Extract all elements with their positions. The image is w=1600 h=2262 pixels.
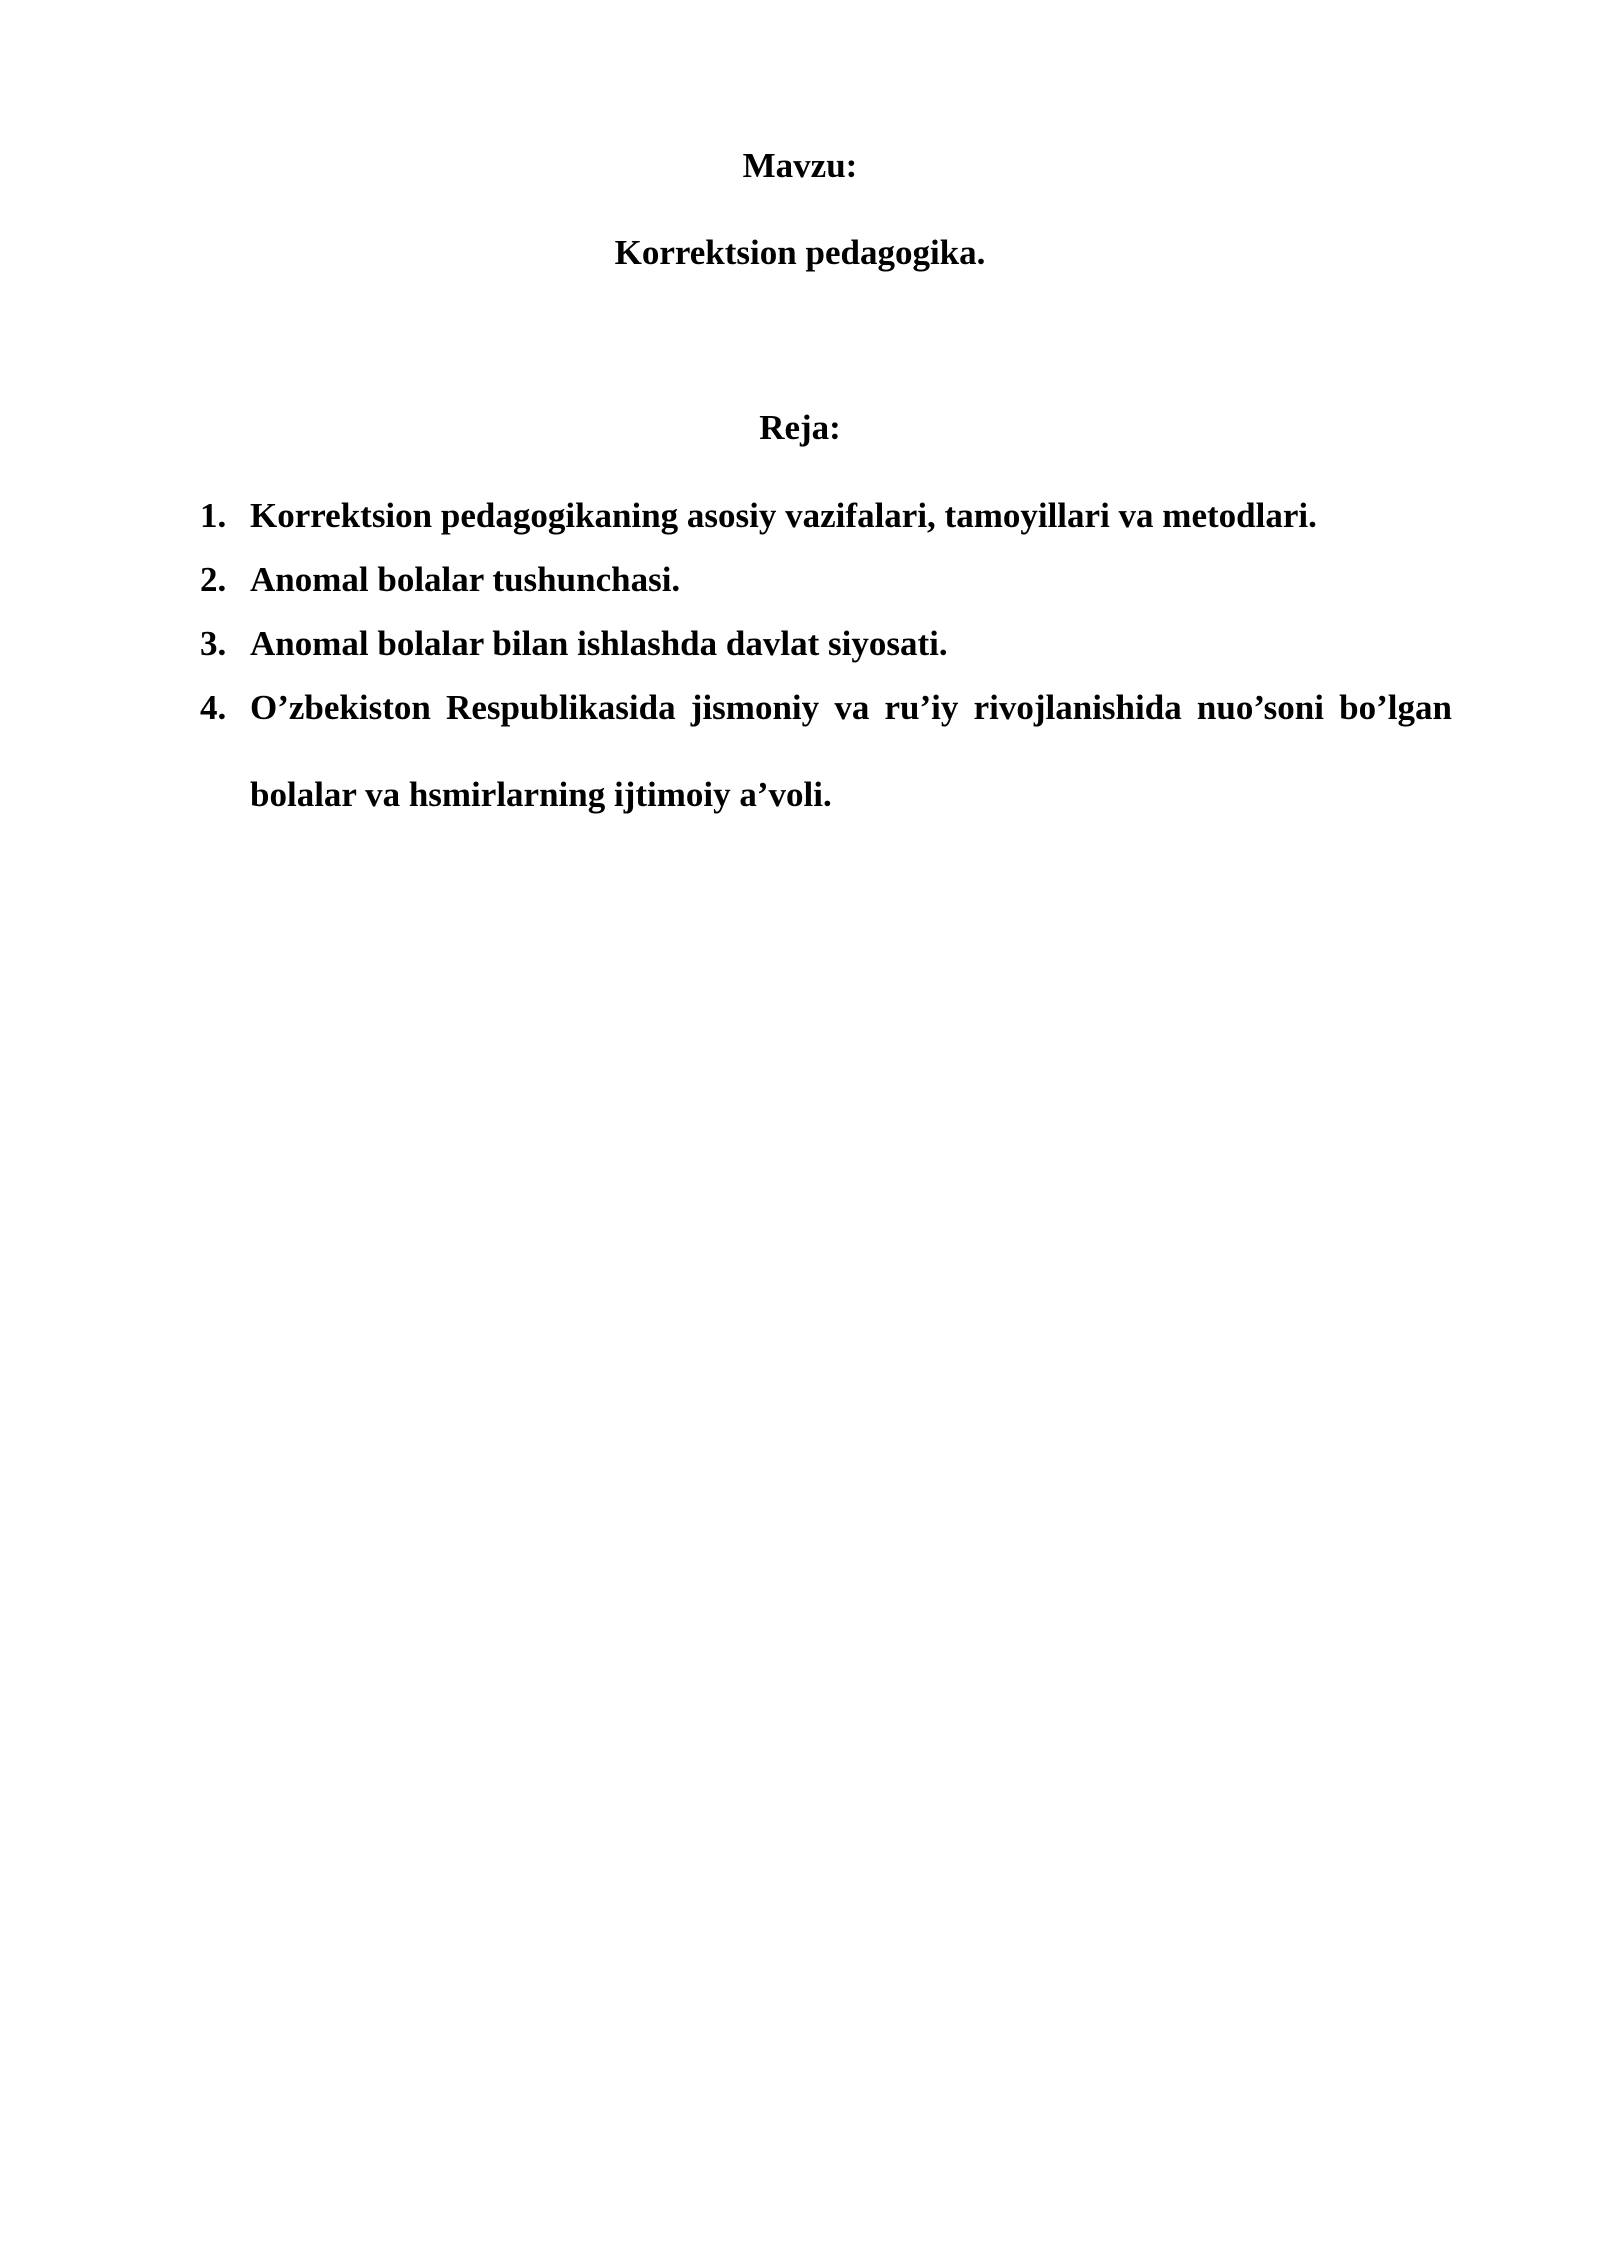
plan-item-text: O’zbekiston Respublikasida jismoniy va ru’iy rivojlanishida nuo’soni bo’lgan bolalar va hsmirlarning ijtimoiy a’voli.	[250, 688, 1452, 814]
topic-label: Mavzu:	[742, 146, 858, 185]
plan-item-number: 3.	[200, 624, 227, 663]
topic-title: Korrektsion pedagogika.	[614, 233, 986, 272]
plan-item-number: 2.	[200, 560, 227, 599]
plan-item-number: 4.	[200, 688, 227, 727]
plan-item-text: Anomal bolalar bilan ishlashda davlat siyosati.	[250, 624, 948, 663]
plan-item-text: Korrektsion pedagogikaning asosiy vazifalari, tamoyillari va metodlari.	[250, 496, 1317, 535]
plan-item-text: Anomal bolalar tushunchasi.	[250, 560, 681, 599]
plan-label: Reja:	[759, 408, 841, 447]
plan-item-number: 1.	[200, 496, 227, 535]
plan-list	[200, 495, 1452, 838]
plan-item-4	[200, 664, 1452, 838]
